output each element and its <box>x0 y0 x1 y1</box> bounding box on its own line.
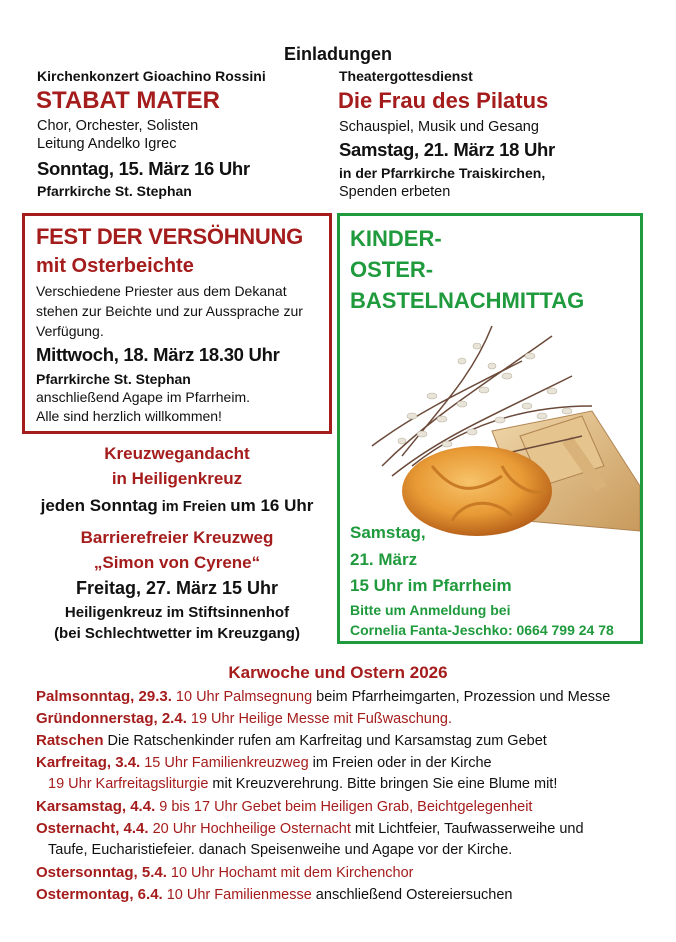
concert-line-2: Leitung Andelko Igrec <box>37 136 177 152</box>
schedule-detail: 10 Uhr Familienmesse <box>162 887 312 903</box>
schedule-detail: 15 Uhr Familienkreuzweg <box>140 755 309 771</box>
stations-title-1: Kreuzwegandacht <box>104 444 250 463</box>
schedule-day: Palmsonntag, 29.3. <box>36 688 172 705</box>
kids-registration-2: Cornelia Fanta-Jeschko: 0664 799 24 78 <box>350 622 614 638</box>
barrierfree-place-2: (bei Schlechtwetter im Kreuzgang) <box>54 625 300 642</box>
reconciliation-box <box>22 213 332 434</box>
kids-title-1: KINDER- <box>350 226 442 251</box>
kids-date-1: Samstag, <box>350 523 426 542</box>
kids-date-3: 15 Uhr im Pfarrheim <box>350 576 512 595</box>
kids-box <box>337 213 643 644</box>
stations-time-b: im Freien <box>157 499 231 515</box>
reconciliation-subtitle: mit Osterbeichte <box>36 255 194 277</box>
easter-illustration <box>342 316 640 536</box>
schedule-row <box>36 864 413 881</box>
kids-date-2: 21. März <box>350 550 418 569</box>
schedule-row <box>36 820 584 837</box>
schedule-day: Osternacht, 4.4. <box>36 820 149 837</box>
holyweek-title: Karwoche und Ostern 2026 <box>228 663 448 682</box>
concert-line-1: Chor, Orchester, Solisten <box>37 118 199 134</box>
barrierfree-date: Freitag, 27. März 15 Uhr <box>75 578 279 598</box>
schedule-day: Ostersonntag, 5.4. <box>36 864 167 881</box>
stations-title-2: in Heiligenkreuz <box>111 469 243 488</box>
schedule-row <box>36 886 512 903</box>
schedule-row <box>36 754 492 771</box>
schedule-row <box>48 842 512 858</box>
schedule-detail: mit Kreuzverehrung. Bitte bringen Sie eine Blume mit! <box>208 776 558 792</box>
theatre-note: Spenden erbeten <box>339 184 451 200</box>
schedule-detail: Taufe, Eucharistiefeier. danach Speisenweihe und Agape vor der Kirche. <box>48 842 513 858</box>
theatre-kicker: Theatergottesdienst <box>339 68 473 84</box>
schedule-row <box>48 776 557 792</box>
barrierfree-place-1: Heiligenkreuz im Stiftsinnenhof <box>64 604 290 621</box>
schedule-row <box>36 688 610 705</box>
concert-place: Pfarrkirche St. Stephan <box>37 183 192 199</box>
barrierfree-title-2: „Simon von Cyrene“ <box>93 553 261 572</box>
schedule-day: Ratschen <box>36 732 104 749</box>
kids-title-3: BASTELNACHMITTAG <box>350 288 585 313</box>
stations-time-a: jeden Sonntag <box>40 496 158 515</box>
schedule-row <box>36 732 547 749</box>
stations-time <box>22 496 332 516</box>
schedule-day: Gründonnerstag, 2.4. <box>36 710 187 727</box>
schedule-detail: 10 Uhr Hochamt mit dem Kirchenchor <box>166 865 414 881</box>
schedule-detail: 19 Uhr Karfreitagsliturgie <box>48 776 209 792</box>
theatre-line-1: Schauspiel, Musik und Gesang <box>339 119 539 135</box>
schedule-day: Ostermontag, 6.4. <box>36 886 163 903</box>
reconciliation-after-1: anschließend Agape im Pfarrheim. <box>36 389 250 405</box>
reconciliation-text-2: stehen zur Beichte und zur Aussprache zur <box>36 303 303 319</box>
reconciliation-place: Pfarrkirche St. Stephan <box>36 371 191 387</box>
schedule-row <box>36 710 452 727</box>
theatre-title: Die Frau des Pilatus <box>338 88 549 113</box>
schedule-detail: 19 Uhr Heilige Messe mit Fußwaschung. <box>186 711 452 727</box>
schedule-detail: Die Ratschenkinder rufen am Karfreitag und Karsamstag zum Gebet <box>103 733 547 749</box>
concert-kicker: Kirchenkonzert Gioachino Rossini <box>37 68 266 84</box>
reconciliation-after-2: Alle sind herzlich willkommen! <box>36 408 222 424</box>
schedule-detail: 20 Uhr Hochheilige Osternacht <box>148 821 351 837</box>
theatre-place: in der Pfarrkirche Traiskirchen, <box>339 165 546 181</box>
kids-registration-1: Bitte um Anmeldung bei <box>350 602 511 618</box>
schedule-detail: mit Lichtfeier, Taufwasserweihe und <box>350 821 584 837</box>
reconciliation-text-1: Verschiedene Priester aus dem Dekanat <box>36 283 287 299</box>
schedule-detail: anschließend Ostereiersuchen <box>311 887 513 903</box>
schedule-detail: 9 bis 17 Uhr Gebet beim Heiligen Grab, Beichtgelegenheit <box>155 799 533 815</box>
theatre-date: Samstag, 21. März 18 Uhr <box>339 139 555 160</box>
schedule-detail: beim Pfarrheimgarten, Prozession und Messe <box>312 689 611 705</box>
stations-time-c: um 16 Uhr <box>230 496 314 515</box>
barrierfree-title-1: Barrierefreier Kreuzweg <box>80 528 274 547</box>
concert-date: Sonntag, 15. März 16 Uhr <box>37 158 250 179</box>
kids-title-2: OSTER- <box>350 257 434 282</box>
schedule-detail: im Freien oder in der Kirche <box>308 755 492 771</box>
reconciliation-title: FEST DER VERSÖHNUNG <box>36 224 303 249</box>
reconciliation-date: Mittwoch, 18. März 18.30 Uhr <box>36 344 280 365</box>
page-title: Einladungen <box>284 44 392 64</box>
schedule-detail: 10 Uhr Palmsegnung <box>171 689 313 705</box>
schedule-day: Karsamstag, 4.4. <box>36 798 156 815</box>
schedule-row <box>36 798 532 815</box>
schedule-day: Karfreitag, 3.4. <box>36 754 141 771</box>
reconciliation-text-3: Verfügung. <box>36 323 104 339</box>
concert-title: STABAT MATER <box>36 87 220 114</box>
